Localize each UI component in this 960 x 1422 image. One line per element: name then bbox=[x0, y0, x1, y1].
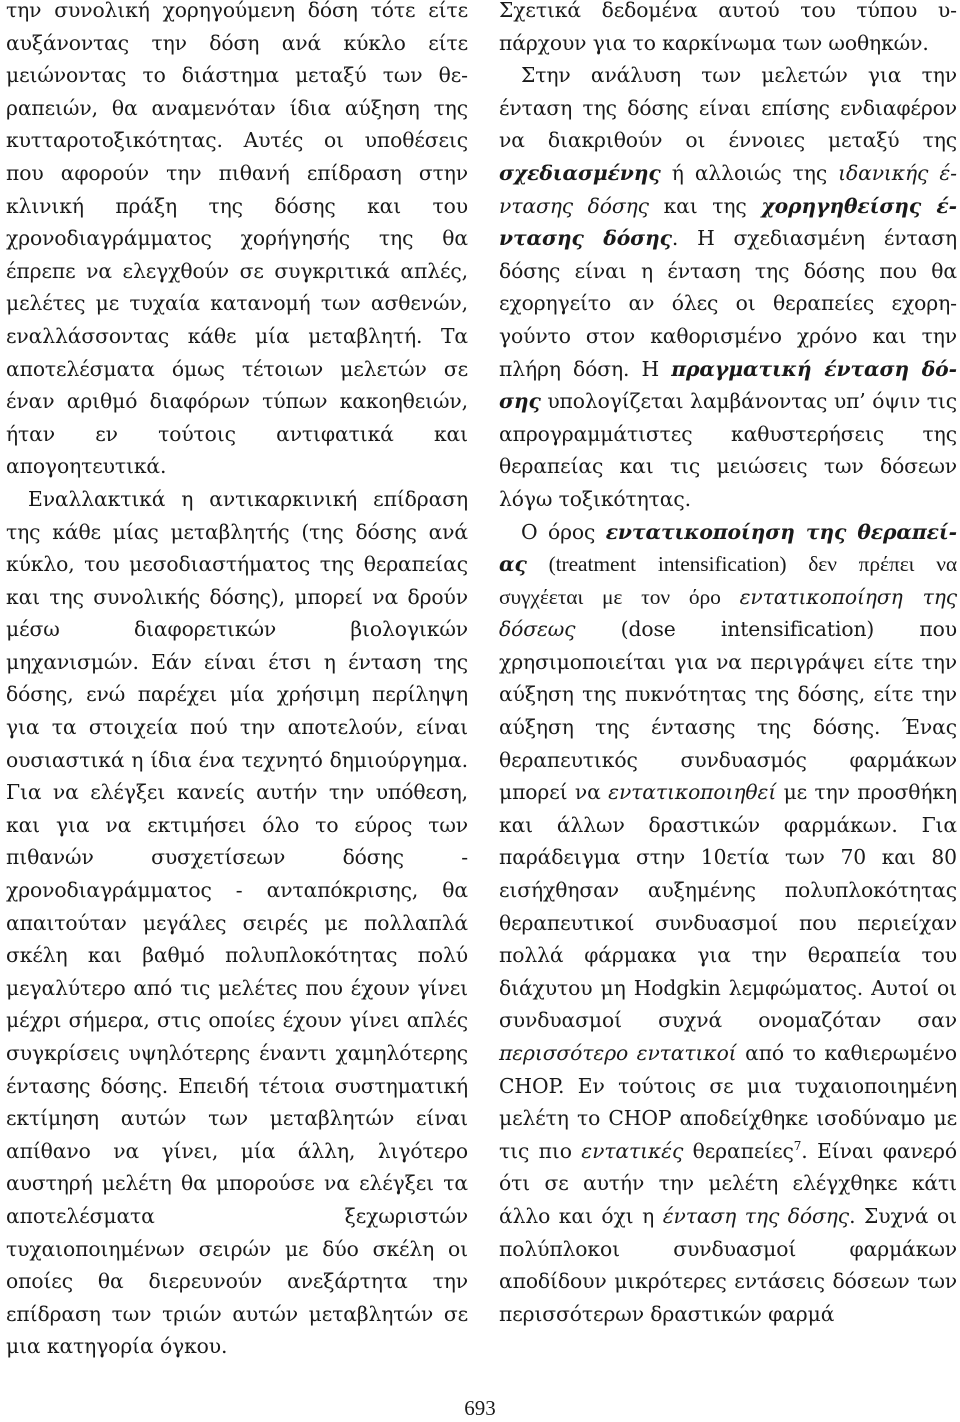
term-more-intensive: περισσότερο εντατικοί bbox=[499, 1041, 737, 1065]
footnote-reference: 7 bbox=[793, 1139, 802, 1154]
text-run: Ο όρος bbox=[521, 519, 606, 544]
text-run: (treatment intensification) δεν πρέπει να συγχέεται με τον όρο bbox=[499, 552, 957, 609]
term-intensified: εντατικοποιηθεί bbox=[608, 780, 777, 805]
text-run: με την προσθήκη και άλλων δραστικών φαρμάκων. Για παράδειγμα στην 10ετία των 70 και 80 εισήχθησαν αυξημένης πολυπλοκότητας θεραπευτικοί συνδυασμοί που περιείχαν πολλά φάρμακα για την θεραπεία του διάχυτου μη Hodgkin λεμφώματος. Αυτοί οι συνδυασμοί συχνά ονομαζόταν σαν bbox=[499, 780, 958, 1033]
text-run: και της bbox=[648, 193, 762, 218]
term-ideal-dose-intensity: ιδανικής έντασης δόσης bbox=[499, 160, 957, 218]
text-run: . Είναι φανερό ότι σε αυτήν την μελέτη ελέγχθηκε κάτι άλλο και όχι η bbox=[499, 1138, 957, 1228]
text-run: (dose intensification) που χρησιμοποιείται για να περιγράψει είτε την αύξηση της πυκνότητας της δόσης, είτε την αύξηση της έντασης της δόσης. Ένας θεραπευτικός συνδυασμός φαρμάκων μπορεί να bbox=[499, 617, 957, 805]
term-dose-intensification: εντατικοποίηση της δόσεως bbox=[499, 584, 958, 642]
text-run: από το καθιερωμένο CHOP. Εν τούτοις σε μια τυχαιοποιημένη μελέτη το CHOP αποδείχθηκε ισοδύναμο με τις πιο bbox=[499, 1041, 957, 1163]
text-run: θεραπείες bbox=[683, 1138, 794, 1163]
term-intensive: εντατικές bbox=[581, 1138, 684, 1163]
left-column bbox=[6, 0, 468, 1363]
term-delivered-dose-intensity: χορηγηθείσης έντασης δόσης bbox=[499, 193, 957, 251]
paragraph bbox=[499, 59, 957, 515]
paragraph: την συνολική χορηγούμενη δόση τότε είτε αυξάνοντας την δόση ανά κύκλο είτε μειώνοντας το διάστημα μεταξύ των θεραπειών, θα αναμενόταν ίδια αύξηση της κυτταροτοξικότητας. Αυτές οι υποθέσεις που αφορούν την πιθανή επίδραση στην κλινική πράξη της δόσης και του χρονοδιαγράμματος χορήγησής της θα έπρεπε να ελεγχθούν σε συγκριτικά απλές, μελέτες με τυχαία κατανομή των ασθενών, εναλλάσσοντας κάθε μία μεταβλητή. Τα αποτελέσματα όμως τέτοιων μελετών σε έναν αριθμό διαφόρων τύπων κακοηθειών, ήταν εν τούτοις αντιφατικά και απογοητευτικά. bbox=[6, 0, 468, 479]
text-run: . Συχνά οι πολύπλοκοι συνδυασμοί φαρμάκων αποδίδουν μικρότερες εντάσεις δόσεων των περισσότερων δραστικών φαρμά bbox=[499, 1203, 957, 1326]
text-run: υπολογίζεται λαμβάνοντας υπ’ όψιν τις απρογραμμάτιστες καθυστερήσεις της θεραπείας και τις μειώσεις των δόσεων λόγω τοξικότητας. bbox=[499, 389, 957, 511]
term-actual-dose-intensity: πραγματική ένταση δόσης bbox=[499, 356, 958, 414]
text-run: . Η σχεδιασμένη ένταση δόσης είναι η ένταση της δόσης που θα εχορηγείτο αν όλες οι θεραπείες εχορηγούντο στον καθορισμένο χρόνο και την πλήρη δόση. Η bbox=[499, 226, 957, 381]
paragraph: Εναλλακτικά η αντικαρκινική επίδραση της κάθε μίας μεταβλητής (της δόσης ανά κύκλο, του μεσοδιαστήματος της θεραπείας και της συνολικής δόσης), μπορεί να δρούν μέσω διαφορετικών βιολογικών μηχανισμών. Εάν είναι έτσι η ένταση της δόσης, ενώ παρέχει μία χρήσιμη περίληψη για τα στοιχεία πού την αποτελούν, είναι ουσιαστικά η ίδια ένα τεχνητό δημιούργημα. Για να ελέγξει κανείς αυτήν την υπόθεση, και για να εκτιμήσει όλο το εύρος των πιθανών συσχετίσεων δόσης - χρονοδιαγράμματος - ανταπόκρισης, θα απαιτούταν μεγάλες σειρές με πολλαπλά σκέλη και βαθμό πολυπλοκότητας πολύ μεγαλύτερο από τις μελέτες που έχουν γίνει μέχρι σήμερα, στις οποίες έχουν γίνει απλές συγκρίσεις υψηλότερης έναντι χαμηλότερης έντασης δόσης. Επειδή τέτοια συστηματική εκτίμηση αυτών των μεταβλητών είναι απίθανο να γίνει, μία άλλη, λιγότερο αυστηρή μελέτη θα μπορούσε να ελέγξει τα αποτελέσματα ξεχωριστών τυχαιοποιημένων σειρών με δύο σκέλη οι οποίες θα διερευνούν ανεξάρτητα την επίδραση των τριών αυτών μεταβλητών σε μια κατηγορία όγκου. bbox=[6, 486, 468, 1359]
text-run: ή αλλοιώς της bbox=[660, 160, 839, 185]
right-column bbox=[499, 0, 957, 1330]
term-dose-intensity: ένταση της δόσης bbox=[662, 1203, 850, 1228]
term-treatment-intensification: εντατικοποίηση της θεραπείας bbox=[499, 519, 957, 577]
text-run: Στην ανάλυση των μελετών για την ένταση της δόσης είναι επίσης ενδιαφέρον να διακριθούν οι έννοιες μεταξύ της bbox=[499, 63, 957, 153]
page-number: 693 bbox=[464, 1396, 496, 1420]
term-planned: σχεδιασμένης bbox=[499, 160, 661, 185]
paragraph: Σχετικά δεδομένα αυτού του τύπου υπάρχουν για το καρκίνωμα των ωοθηκών. bbox=[499, 0, 957, 55]
paragraph bbox=[499, 516, 957, 1331]
